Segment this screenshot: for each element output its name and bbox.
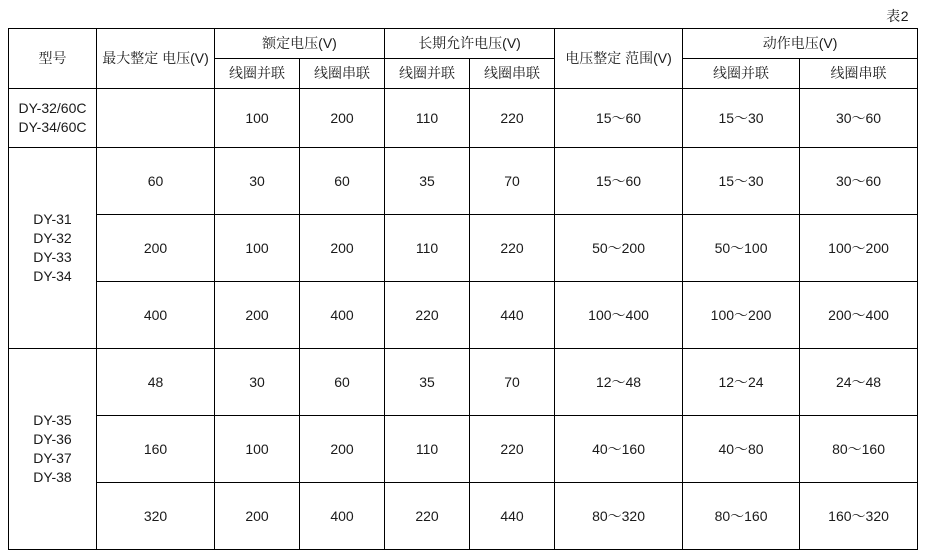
cell-long-series: 440 (470, 483, 555, 550)
cell-action-series: 30～60 (800, 148, 918, 215)
cell-rated-parallel: 100 (215, 215, 300, 282)
table-row (9, 416, 918, 483)
cell-long-series: 440 (470, 282, 555, 349)
header-long-coil-series: 线圈串联 (470, 59, 555, 89)
header-max-setting-voltage-line2: 电压(V) (162, 50, 209, 67)
cell-action-parallel: 80～160 (683, 483, 800, 550)
cell-rated-series: 60 (300, 349, 385, 416)
cell-rated-parallel: 200 (215, 282, 300, 349)
cell-rated-series: 200 (300, 215, 385, 282)
table-row (9, 89, 918, 148)
cell-action-series: 200～400 (800, 282, 918, 349)
cell-max-setting: 320 (97, 483, 215, 550)
cell-setting-range: 15～60 (555, 89, 683, 148)
header-setting-range (555, 29, 683, 89)
cell-rated-series: 400 (300, 282, 385, 349)
table-row (9, 349, 918, 416)
cell-action-parallel: 15～30 (683, 148, 800, 215)
table-body (9, 89, 918, 550)
table-header-row-main (9, 29, 918, 59)
header-long-coil-parallel: 线圈并联 (385, 59, 470, 89)
cell-long-series: 220 (470, 416, 555, 483)
table-row (9, 215, 918, 282)
cell-rated-parallel: 100 (215, 416, 300, 483)
header-action-coil-series: 线圈串联 (800, 59, 918, 89)
header-rated-coil-parallel: 线圈并联 (215, 59, 300, 89)
cell-max-setting: 60 (97, 148, 215, 215)
cell-action-series: 24～48 (800, 349, 918, 416)
cell-rated-parallel: 200 (215, 483, 300, 550)
cell-long-series: 70 (470, 349, 555, 416)
cell-max-setting: 400 (97, 282, 215, 349)
cell-long-parallel: 220 (385, 483, 470, 550)
cell-setting-range: 15～60 (555, 148, 683, 215)
model-cell-group-1 (9, 89, 97, 148)
cell-max-setting: 200 (97, 215, 215, 282)
model-label: DY-37 (33, 450, 72, 466)
table-row (9, 483, 918, 550)
table-caption: 表2 (886, 8, 909, 24)
header-action-coil-parallel: 线圈并联 (683, 59, 800, 89)
header-max-setting-voltage (97, 29, 215, 89)
cell-rated-parallel: 30 (215, 148, 300, 215)
header-rated-voltage: 额定电压(V) (215, 29, 385, 59)
model-label: DY-35 (33, 412, 72, 429)
cell-setting-range: 80～320 (555, 483, 683, 550)
specification-table (8, 28, 918, 550)
table-row (9, 148, 918, 215)
cell-action-parallel: 15～30 (683, 89, 800, 148)
cell-long-parallel: 110 (385, 89, 470, 148)
cell-action-parallel: 100～200 (683, 282, 800, 349)
cell-long-series: 220 (470, 215, 555, 282)
header-model: 型号 (9, 29, 97, 89)
cell-action-series: 100～200 (800, 215, 918, 282)
cell-setting-range: 12～48 (555, 349, 683, 416)
cell-rated-parallel: 30 (215, 349, 300, 416)
cell-long-parallel: 35 (385, 349, 470, 416)
cell-long-parallel: 220 (385, 282, 470, 349)
model-label: DY-34/60C (18, 119, 87, 135)
cell-rated-series: 200 (300, 416, 385, 483)
cell-setting-range: 100～400 (555, 282, 683, 349)
cell-max-setting: 48 (97, 349, 215, 416)
cell-setting-range: 50～200 (555, 215, 683, 282)
cell-action-parallel: 12～24 (683, 349, 800, 416)
cell-rated-series: 60 (300, 148, 385, 215)
cell-rated-series: 200 (300, 89, 385, 148)
cell-action-parallel: 50～100 (683, 215, 800, 282)
cell-rated-parallel: 100 (215, 89, 300, 148)
cell-setting-range: 40～160 (555, 416, 683, 483)
cell-max-setting (97, 89, 215, 148)
cell-long-parallel: 110 (385, 416, 470, 483)
cell-max-setting: 160 (97, 416, 215, 483)
model-label: DY-33 (33, 249, 72, 265)
header-max-setting-voltage-line1: 最大整定 (102, 50, 159, 67)
model-cell-group-3 (9, 349, 97, 550)
header-long-allow-voltage: 长期允许电压(V) (385, 29, 555, 59)
table-row (9, 282, 918, 349)
model-label: DY-38 (33, 468, 72, 485)
cell-long-series: 70 (470, 148, 555, 215)
model-cell-group-2 (9, 148, 97, 349)
header-action-voltage: 动作电压(V) (683, 29, 918, 59)
cell-action-series: 80～160 (800, 416, 918, 483)
cell-long-parallel: 110 (385, 215, 470, 282)
cell-action-parallel: 40～80 (683, 416, 800, 483)
header-setting-range-line1: 电压整定 (565, 50, 622, 67)
header-rated-coil-series: 线圈串联 (300, 59, 385, 89)
cell-action-series: 160～320 (800, 483, 918, 550)
model-label: DY-32/60C (18, 100, 87, 117)
cell-long-parallel: 35 (385, 148, 470, 215)
cell-rated-series: 400 (300, 483, 385, 550)
cell-long-series: 220 (470, 89, 555, 148)
model-label: DY-34 (33, 267, 72, 284)
header-setting-range-line2: 范围(V) (625, 50, 672, 67)
model-label: DY-32 (33, 230, 72, 247)
model-label: DY-36 (33, 431, 72, 448)
cell-action-series: 30～60 (800, 89, 918, 148)
model-label: DY-31 (33, 211, 72, 228)
